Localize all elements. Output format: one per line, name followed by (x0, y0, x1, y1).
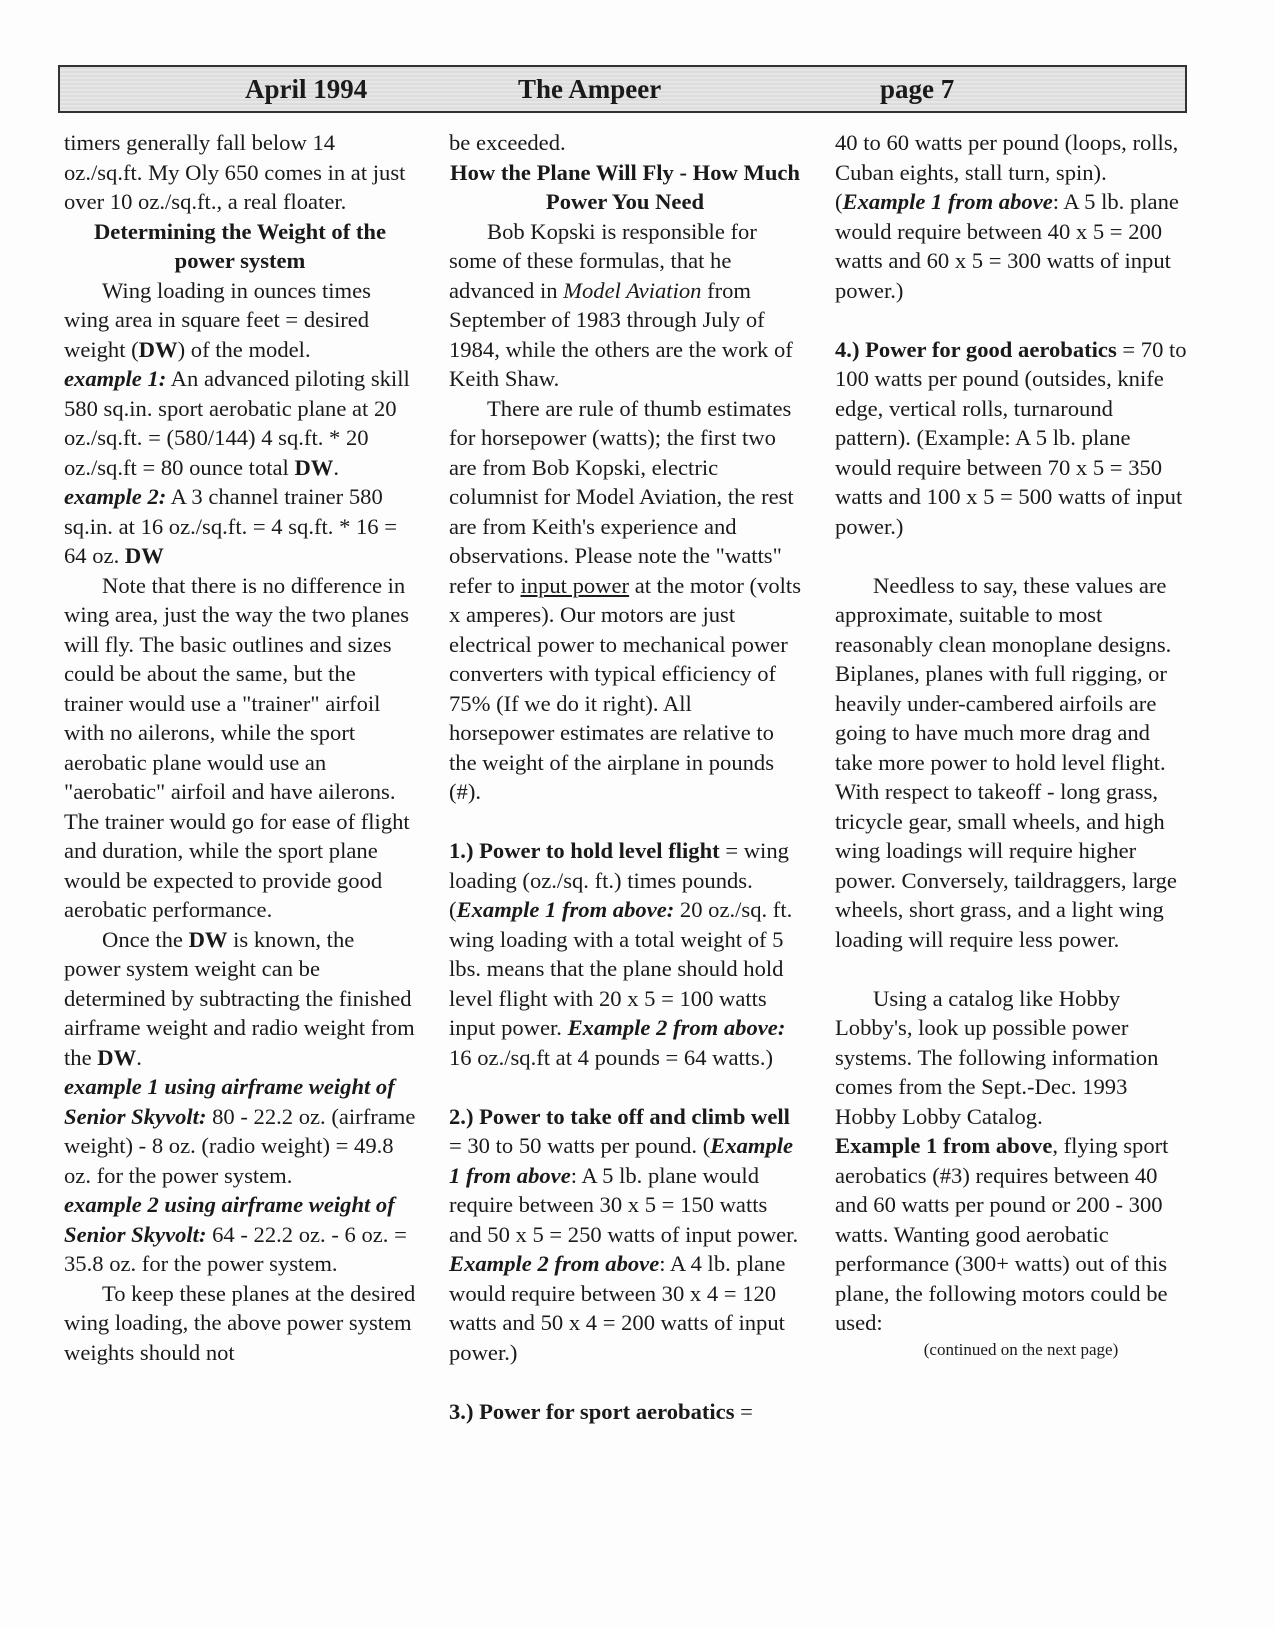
example-paragraph: example 2: A 3 channel trainer 580 sq.in. at 16 oz./sq.ft. = 4 sq.ft. * 16 = 64 oz. DW (64, 484, 397, 568)
continued-note: (continued on the next page) (923, 1339, 1119, 1359)
paragraph: be exceeded. (449, 130, 566, 155)
column-1 (64, 128, 416, 1367)
section-heading: Determining the Weight of the power system (93, 218, 386, 273)
page-header (58, 65, 1187, 113)
power-item-1: 1.) Power to hold level flight = wing loading (oz./sq. ft.) times pounds. (Example 1 from above: 20 oz./sq. ft. wing loading with a total weight of 5 lbs. means that the plane should hold level flight with 20 x 5 = 100 watts input power. Example 2 from above: 16 oz./sq.ft at 4 pounds = 64 watts.) (449, 838, 793, 1070)
paragraph: Note that there is no difference in wing area, just the way the two planes will fly. The basic outlines and sizes could be about the same, but the trainer would use a "trainer" airfoil with no ailerons, while the sport aerobatic plane would use an "aerobatic" airfoil and have ailerons. The trainer would go for ease of flight and duration, while the sport plane would be expected to provide good aerobatic performance. (64, 572, 410, 922)
paragraph: 40 to 60 watts per pound (loops, rolls, Cuban eights, stall turn, spin). (Example 1 from above: A 5 lb. plane would require between 40 x 5 = 200 watts and 60 x 5 = 300 watts of input power.) (835, 130, 1179, 303)
paragraph: Example 1 from above, flying sport aerobatics (#3) requires between 40 and 60 watts per pound or 200 - 300 watts. Wanting good aerobatic performance (300+ watts) out of this plane, the following motors could be used: (835, 1133, 1169, 1335)
paragraph: Needless to say, these values are approximate, suitable to most reasonably clean monoplane designs. Biplanes, planes with full rigging, or heavily under-cambered airfoils are going to have much more drag and take more power to hold level flight. With respect to takeoff - long grass, tricycle gear, small wheels, and high wing loadings will require higher power. Conversely, taildraggers, large wheels, short grass, and a light wing loading will require less power. (835, 572, 1177, 952)
column-2 (449, 128, 801, 1426)
power-item-3: 3.) Power for sport aerobatics = (449, 1398, 753, 1424)
example-paragraph: example 1: An advanced piloting skill 580 sq.in. sport aerobatic plane at 20 oz./sq.ft. = (580/144) 4 sq.ft. * 20 oz./sq.ft = 80 ounce total DW. (64, 366, 410, 480)
newsletter-title: The Ampeer (518, 74, 662, 104)
paragraph: To keep these planes at the desired wing loading, the above power system weights should not (64, 1280, 416, 1365)
column-3 (835, 128, 1187, 1362)
paragraph: Wing loading in ounces times wing area in square feet = desired weight (DW) of the model. (64, 277, 371, 362)
section-heading: How the Plane Will Fly - How Much Power You Need (450, 159, 800, 214)
page-number: page 7 (880, 74, 955, 104)
power-item-2: 2.) Power to take off and climb well = 30 to 50 watts per pound. (Example 1 from above: A 5 lb. plane would require between 30 x 5 = 150 watts and 50 x 5 = 250 watts of input power. Example 2 from above: A 4 lb. plane would require between 30 x 4 = 120 watts and 50 x 4 = 200 watts of input power.) (449, 1103, 799, 1365)
power-item-4: 4.) Power for good aerobatics = 70 to 100 watts per pound (outsides, knife edge, vertical rolls, turnaround pattern). (Example: A 5 lb. plane would require between 70 x 5 = 350 watts and 100 x 5 = 500 watts of input power.) (835, 336, 1187, 539)
example-paragraph: example 2 using airframe weight of Senior Skyvolt: 64 - 22.2 oz. - 6 oz. = 35.8 oz. for the power system. (64, 1192, 407, 1276)
paragraph: Bob Kopski is responsible for some of these formulas, that he advanced in Model Aviation from September of 1983 through July of 1984, while the others are the work of Keith Shaw. (449, 218, 793, 391)
issue-date: April 1994 (245, 74, 368, 104)
example-paragraph: example 1 using airframe weight of Senior Skyvolt: 80 - 22.2 oz. (airframe weight) - 8 oz. (radio weight) = 49.8 oz. for the power system. (64, 1074, 416, 1188)
paragraph: Once the DW is known, the power system weight can be determined by subtracting the finished airframe weight and radio weight from the DW. (64, 926, 415, 1070)
paragraph: timers generally fall below 14 oz./sq.ft. My Oly 650 comes in at just over 10 oz./sq.ft., a real floater. (64, 130, 406, 214)
paragraph: Using a catalog like Hobby Lobby's, look up possible power systems. The following information comes from the Sept.-Dec. 1993 Hobby Lobby Catalog. (835, 985, 1159, 1129)
paragraph: There are rule of thumb estimates for horsepower (watts); the first two are from Bob Kopski, electric columnist for Model Aviation, the rest are from Keith's experience and observations. Please note the "watts" refer to input power at the motor (volts x amperes). Our motors are just electrical power to mechanical power converters with typical efficiency of 75% (If we do it right). All horsepower estimates are relative to the weight of the airplane in pounds (#). (449, 395, 801, 804)
